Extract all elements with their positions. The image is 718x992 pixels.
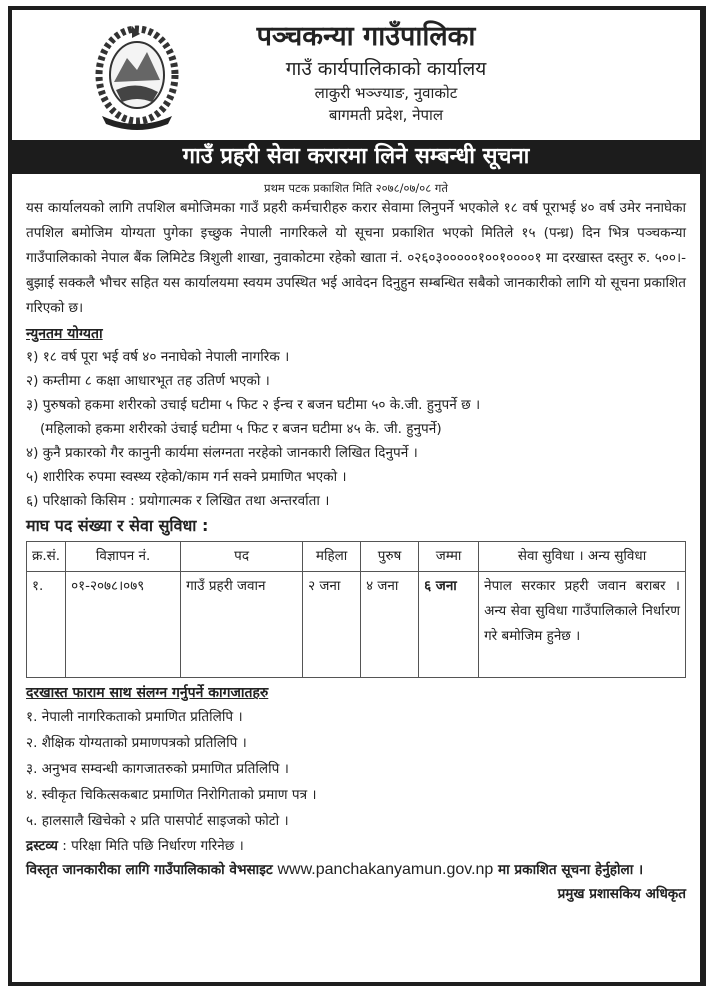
qualification-item: ६) परिक्षाको किसिम : प्रयोगात्मक र लिखित तथा अन्तरर्वाता ।	[26, 493, 330, 509]
qualifications-heading: न्युनतम योग्यता	[26, 326, 103, 342]
office-address: लाकुरी भञ्ज्याङ, नुवाकोट	[314, 84, 458, 102]
documents-heading: दरखास्त फाराम साथ संलग्न गर्नुपर्ने कागजातहरु	[26, 685, 269, 701]
note-label: द्रस्टव्य	[26, 838, 58, 854]
posts-table	[26, 541, 686, 678]
qualification-item: ४) कुनै प्रकारको गैर कानुनी कार्यमा संलग्नता नरहेको जानकारी लिखित दिनुपर्ने ।	[26, 445, 418, 461]
document-item: ५. हालसालै खिचेको २ प्रति पासपोर्ट साइजको फोटो ।	[26, 813, 289, 829]
municipality-name: पञ्चकन्या गाउँपालिका	[256, 21, 476, 52]
col-male: पुरुष	[361, 542, 419, 572]
province: बागमती प्रदेश, नेपाल	[328, 106, 444, 124]
qualification-item: ३) पुरुषको हकमा शरीरको उचाई घटीमा ५ फिट २ ईन्च र बजन घटीमा ५० के.जी. हुनुपर्ने छ ।	[26, 397, 481, 413]
cell-male: ४ जना	[361, 572, 419, 678]
notice-document	[8, 6, 706, 986]
document-item: २. शैक्षिक योग्यताको प्रमाणपत्रको प्रतिलिपि ।	[26, 735, 247, 751]
cell-total: ६ जना	[419, 572, 479, 678]
cell-ad-no: ०१-२०७८।०७९	[66, 572, 181, 678]
posts-heading: माघ पद संख्या र सेवा सुविधा :	[26, 516, 209, 535]
col-sn: क्र.सं.	[27, 542, 66, 572]
publish-date: प्रथम पटक प्रकाशित मिति २०७८/०७/०८ गते	[264, 181, 448, 195]
cell-post: गाउँ प्रहरी जवान	[181, 572, 303, 678]
website-link[interactable]: www.panchakanyamun.gov.np	[277, 861, 494, 878]
note-text: : परिक्षा मिति पछि निर्धारण गरिनेछ ।	[57, 838, 244, 854]
col-female: महिला	[303, 542, 361, 572]
office-name: गाउँ कार्यपालिकाको कार्यालय	[285, 58, 487, 80]
notice-title-banner: गाउँ प्रहरी सेवा करारमा लिने सम्बन्धी सूचना	[10, 140, 702, 174]
cell-benefits: नेपाल सरकार प्रहरी जवान बराबर । अन्य सेवा सुविधा गाउँपालिकाले निर्धारण गरे बमोजिम हुनेछ ।	[479, 572, 686, 678]
intro-paragraph: यस कार्यालयको लागि तपशिल बमोजिमका गाउँ प्रहरी कर्मचारीहरु करार सेवामा लिनुपर्ने भएकोले १८ वर्ष पूराभई ४० वर्ष उमेर ननाघेका तपशिल बमोजिम योग्यता पुगेका इच्छुक नेपाली नागरिकले यो सूचना प्रकाशित भएको मितिले १५ (पन्ध्र) दिन भित्र पञ्चकन्या गाउँपालिकाको नेपाल बैंक लिमिटेड त्रिशुली शाखा, नुवाकोटमा रहेको खाता नं. ०२६०३०००००१००१००००१ मा दरखास्त दस्तुर रु. ५००।- बुझाई सक्कलै भौचर सहित यस कार्यालयमा स्वयम उपस्थित भई आवेदन दिनुहुन सम्बन्धित सबैको जानकारीको लागि यो सूचना प्रकाशित गरिएको छ।	[26, 200, 687, 316]
website-text-before: विस्तृत जानकारीका लागि गाउँपालिकाको वेभसाइट	[26, 862, 278, 878]
signature: प्रमुख प्रशासकिय अधिकृत	[557, 886, 686, 902]
qualification-item: ५) शारीरिक रुपमा स्वस्थ्य रहेको/काम गर्न सक्ने प्रमाणित भएको ।	[26, 469, 347, 485]
website-text-after: मा प्रकाशित सूचना हेर्नुहोला ।	[493, 862, 644, 878]
col-benefits: सेवा सुविधा । अन्य सुविधा	[479, 542, 686, 572]
document-item: ४. स्वीकृत चिकित्सकबाट प्रमाणित निरोगिताको प्रमाण पत्र ।	[26, 787, 317, 803]
document-item: ३. अनुभव सम्वन्धी कागजातरुको प्रमाणित प्रतिलिपि ।	[26, 761, 289, 777]
note	[26, 834, 686, 858]
col-ad-no: विज्ञापन नं.	[66, 542, 181, 572]
letterhead	[12, 10, 700, 140]
cell-sn: १.	[27, 572, 66, 678]
qualification-item: २) कम्तीमा ८ कक्षा आधारभूत तह उतिर्ण भएको ।	[26, 373, 270, 389]
col-total: जम्मा	[419, 542, 479, 572]
website-note	[26, 858, 686, 882]
qualification-item: १) १८ वर्ष पूरा भई वर्ष ४० ननाघेको नेपाली नागरिक ।	[26, 349, 290, 365]
cell-female: २ जना	[303, 572, 361, 678]
document-item: १. नेपाली नागरिकताको प्रमाणित प्रतिलिपि ।	[26, 709, 243, 725]
col-post: पद	[181, 542, 303, 572]
table-header-row	[27, 542, 686, 572]
table-row	[27, 572, 686, 678]
qualification-item: (महिलाको हकमा शरीरको उंचाई घटीमा ५ फिट र बजन घटीमा ४५ के. जी. हुनुपर्ने)	[40, 421, 442, 437]
